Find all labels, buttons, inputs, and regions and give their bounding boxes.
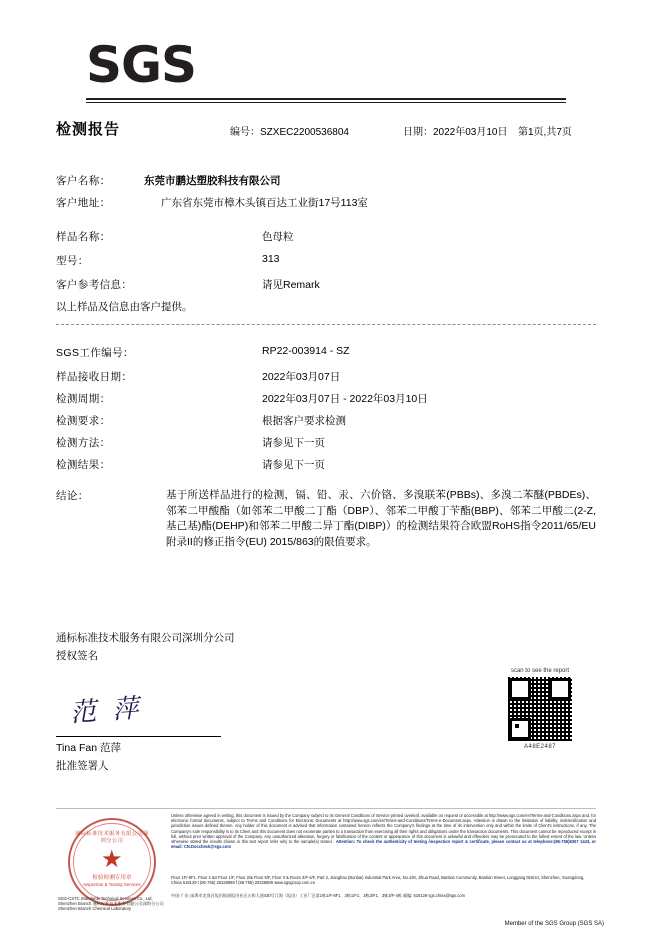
customer-address-value: 广东省东莞市樟木头镇百达工业街17号113室 <box>161 197 368 209</box>
footer-address-cn-text: 中国·广东·深圳市龙岗区坂田街道坂田社区五和大道430号江海（坂田）工业厂区第1栋1/F-8F1、3栋1/F1、3栋3/F1、3栋3/F-4栋 邮编: 518129 <box>171 893 428 898</box>
section-divider <box>56 324 596 325</box>
report-number-label: 编号： <box>230 127 260 138</box>
footer-member-line: Member of the SGS Group (SGS SA) <box>504 921 604 927</box>
sample-note: 以上样品及信息由客户提供。 <box>56 301 193 313</box>
test-method-value: 请参见下一页 <box>262 437 325 449</box>
seal-top-text: 通标标准技术服务有限公司深圳分公司 <box>75 831 149 844</box>
job-number-value: RP22-003914 - SZ <box>262 345 350 357</box>
test-result-label: 检测结果： <box>56 459 111 471</box>
issuing-company: 通标标准技术服务有限公司深圳分公司 <box>56 632 235 644</box>
footer-address-en: Floor 1F/-8F1, Floor 2 &3 Floor 1/F, Floor 2/& Floor 5/F, Floor 3 & Room 3/F-4/F, Part 2, Jianghao (Bonbai) Industrial Park Area, No.430, Jihua Road, Bantian Community, Bantian Street, Longgang District, Shenzhen, Guangdong, China 518129 t (86-755) 25328888 f (86-755) 25328888 www.sgsgroup.com.cn <box>171 875 585 886</box>
seal-mid-text: 检验检测专用章 <box>92 875 132 881</box>
qr-id: A48E2487 <box>523 744 557 750</box>
conclusion-value: 基于所送样品进行的检测，镉、铅、汞、六价铬、多溴联苯(PBBs)、多溴二苯醚(PBDEs)、邻苯二甲酸酯（如邻苯二甲酸二丁酯（DBP）、邻苯二甲酸丁苄酯(BBP)、邻苯二甲酸二(2-Z,基己基)酯(DEHP)和邻苯二甲酸二异丁酯(DIBP)）的检测结果符合欧盟RoHS指令2011/65/EU附录II的修正指令(EU) 2015/863的限值要求。 <box>166 489 596 548</box>
report-number <box>230 123 349 138</box>
report-date-value: 2022年03月10日 <box>433 127 508 138</box>
footer-disclaimer-text: Unless otherwise agreed in writing, this document is issued by the Company subject to its General Conditions of Service printed overleaf, available on request or accessible at http://www.sgs.com/en/Terms-and-Conditions.aspx and, for electronic format documents, subject to Terms and Conditions for Electronic Documents at http://www.sgs.com/en/Terms-and-Conditions/Terms-e-Document.aspx. Attention is drawn to the limitation of liability, indemnification and jurisdiction issues defined therein. Any holder of this document is advised that information contained hereon reflects the Company's findings at the time of its intervention only and within the limits of Client's instructions, if any. The Company's sole responsibility is to its Client and this document does not exonerate parties to a transaction from exercising all their rights and obligations under the transaction documents. This document cannot be reproduced except in full, without prior written approval of the Company. Any unauthorized alteration, forgery or falsification of the content or appearance of this document is unlawful and offenders may be prosecuted to the fullest extent of the law. Unless otherwise stated the results shown in this test report refer only to the sample(s) tested . <box>171 813 596 845</box>
report-number-value: SZXEC2200536804 <box>260 127 349 138</box>
qr-code-icon[interactable] <box>507 676 573 742</box>
sample-reference-label: 客户参考信息： <box>56 279 133 291</box>
footer-disclaimer <box>171 813 596 849</box>
qr-block <box>503 668 577 750</box>
customer-name-label: 客户名称： <box>56 175 111 187</box>
handwritten-signature: 范 萍 <box>69 693 144 729</box>
sample-name-value: 色母粒 <box>262 231 294 243</box>
authorized-signature-label: 授权签名 <box>56 650 98 662</box>
report-sheet <box>48 18 604 927</box>
footer-address-cn <box>171 893 596 898</box>
test-result-value: 请参见下一页 <box>262 459 325 471</box>
sgs-logo: SGS <box>86 36 197 94</box>
page-counter: 第1页,共7页 <box>518 127 572 138</box>
test-method-label: 检测方法： <box>56 437 111 449</box>
sample-reference-value: 请见Remark <box>262 279 320 291</box>
sample-name-label: 样品名称： <box>56 231 111 243</box>
sample-model-value: 313 <box>262 253 280 265</box>
footer-email[interactable]: sgs.china@sgs.com <box>428 893 465 898</box>
test-requirement-label: 检测要求： <box>56 415 111 427</box>
qr-caption: scan to see the report <box>510 668 570 674</box>
seal-side-text: SGS-CSTC Standards Technical Services Co., Ltd. Shenzhen Branch 通标标准技术服务有限公司深圳分公司 Shenzhen Branch Chemical Laboratory <box>58 896 164 911</box>
signature-line <box>56 736 221 737</box>
customer-name-value: 东莞市鹏达塑胶科技有限公司 <box>144 175 281 187</box>
logo-divider-thin <box>86 102 566 103</box>
signer-role: 批准签署人 <box>56 760 109 772</box>
page-title: 检测报告 <box>56 121 121 138</box>
sample-received-label: 样品接收日期： <box>56 371 133 383</box>
conclusion-label: 结论： <box>56 490 89 502</box>
test-period-value: 2022年03月07日 - 2022年03月10日 <box>262 393 428 405</box>
sample-received-value: 2022年03月07日 <box>262 371 341 383</box>
customer-address-label: 客户地址： <box>56 197 111 209</box>
footer-attention-text: Attention: To check the authenticity of testing /inspection report & certificate, please contact us at telephone:(86-755)8307 1443, or email: CN.Doccheck@sgs.com <box>171 839 596 850</box>
signer-name: Tina Fan 范萍 <box>56 742 121 754</box>
seal-bottom-text: Inspection & Testing Services <box>83 882 141 887</box>
footer-divider <box>56 808 596 809</box>
test-requirement-value: 根据客户要求检测 <box>262 415 346 427</box>
star-icon: ★ <box>101 846 123 873</box>
sample-model-label: 型号： <box>56 255 89 267</box>
test-period-label: 检测周期： <box>56 393 111 405</box>
logo-divider <box>86 98 566 100</box>
report-date-label: 日期： <box>403 127 433 138</box>
job-number-label: SGS工作编号： <box>56 347 134 359</box>
report-date <box>403 123 508 138</box>
